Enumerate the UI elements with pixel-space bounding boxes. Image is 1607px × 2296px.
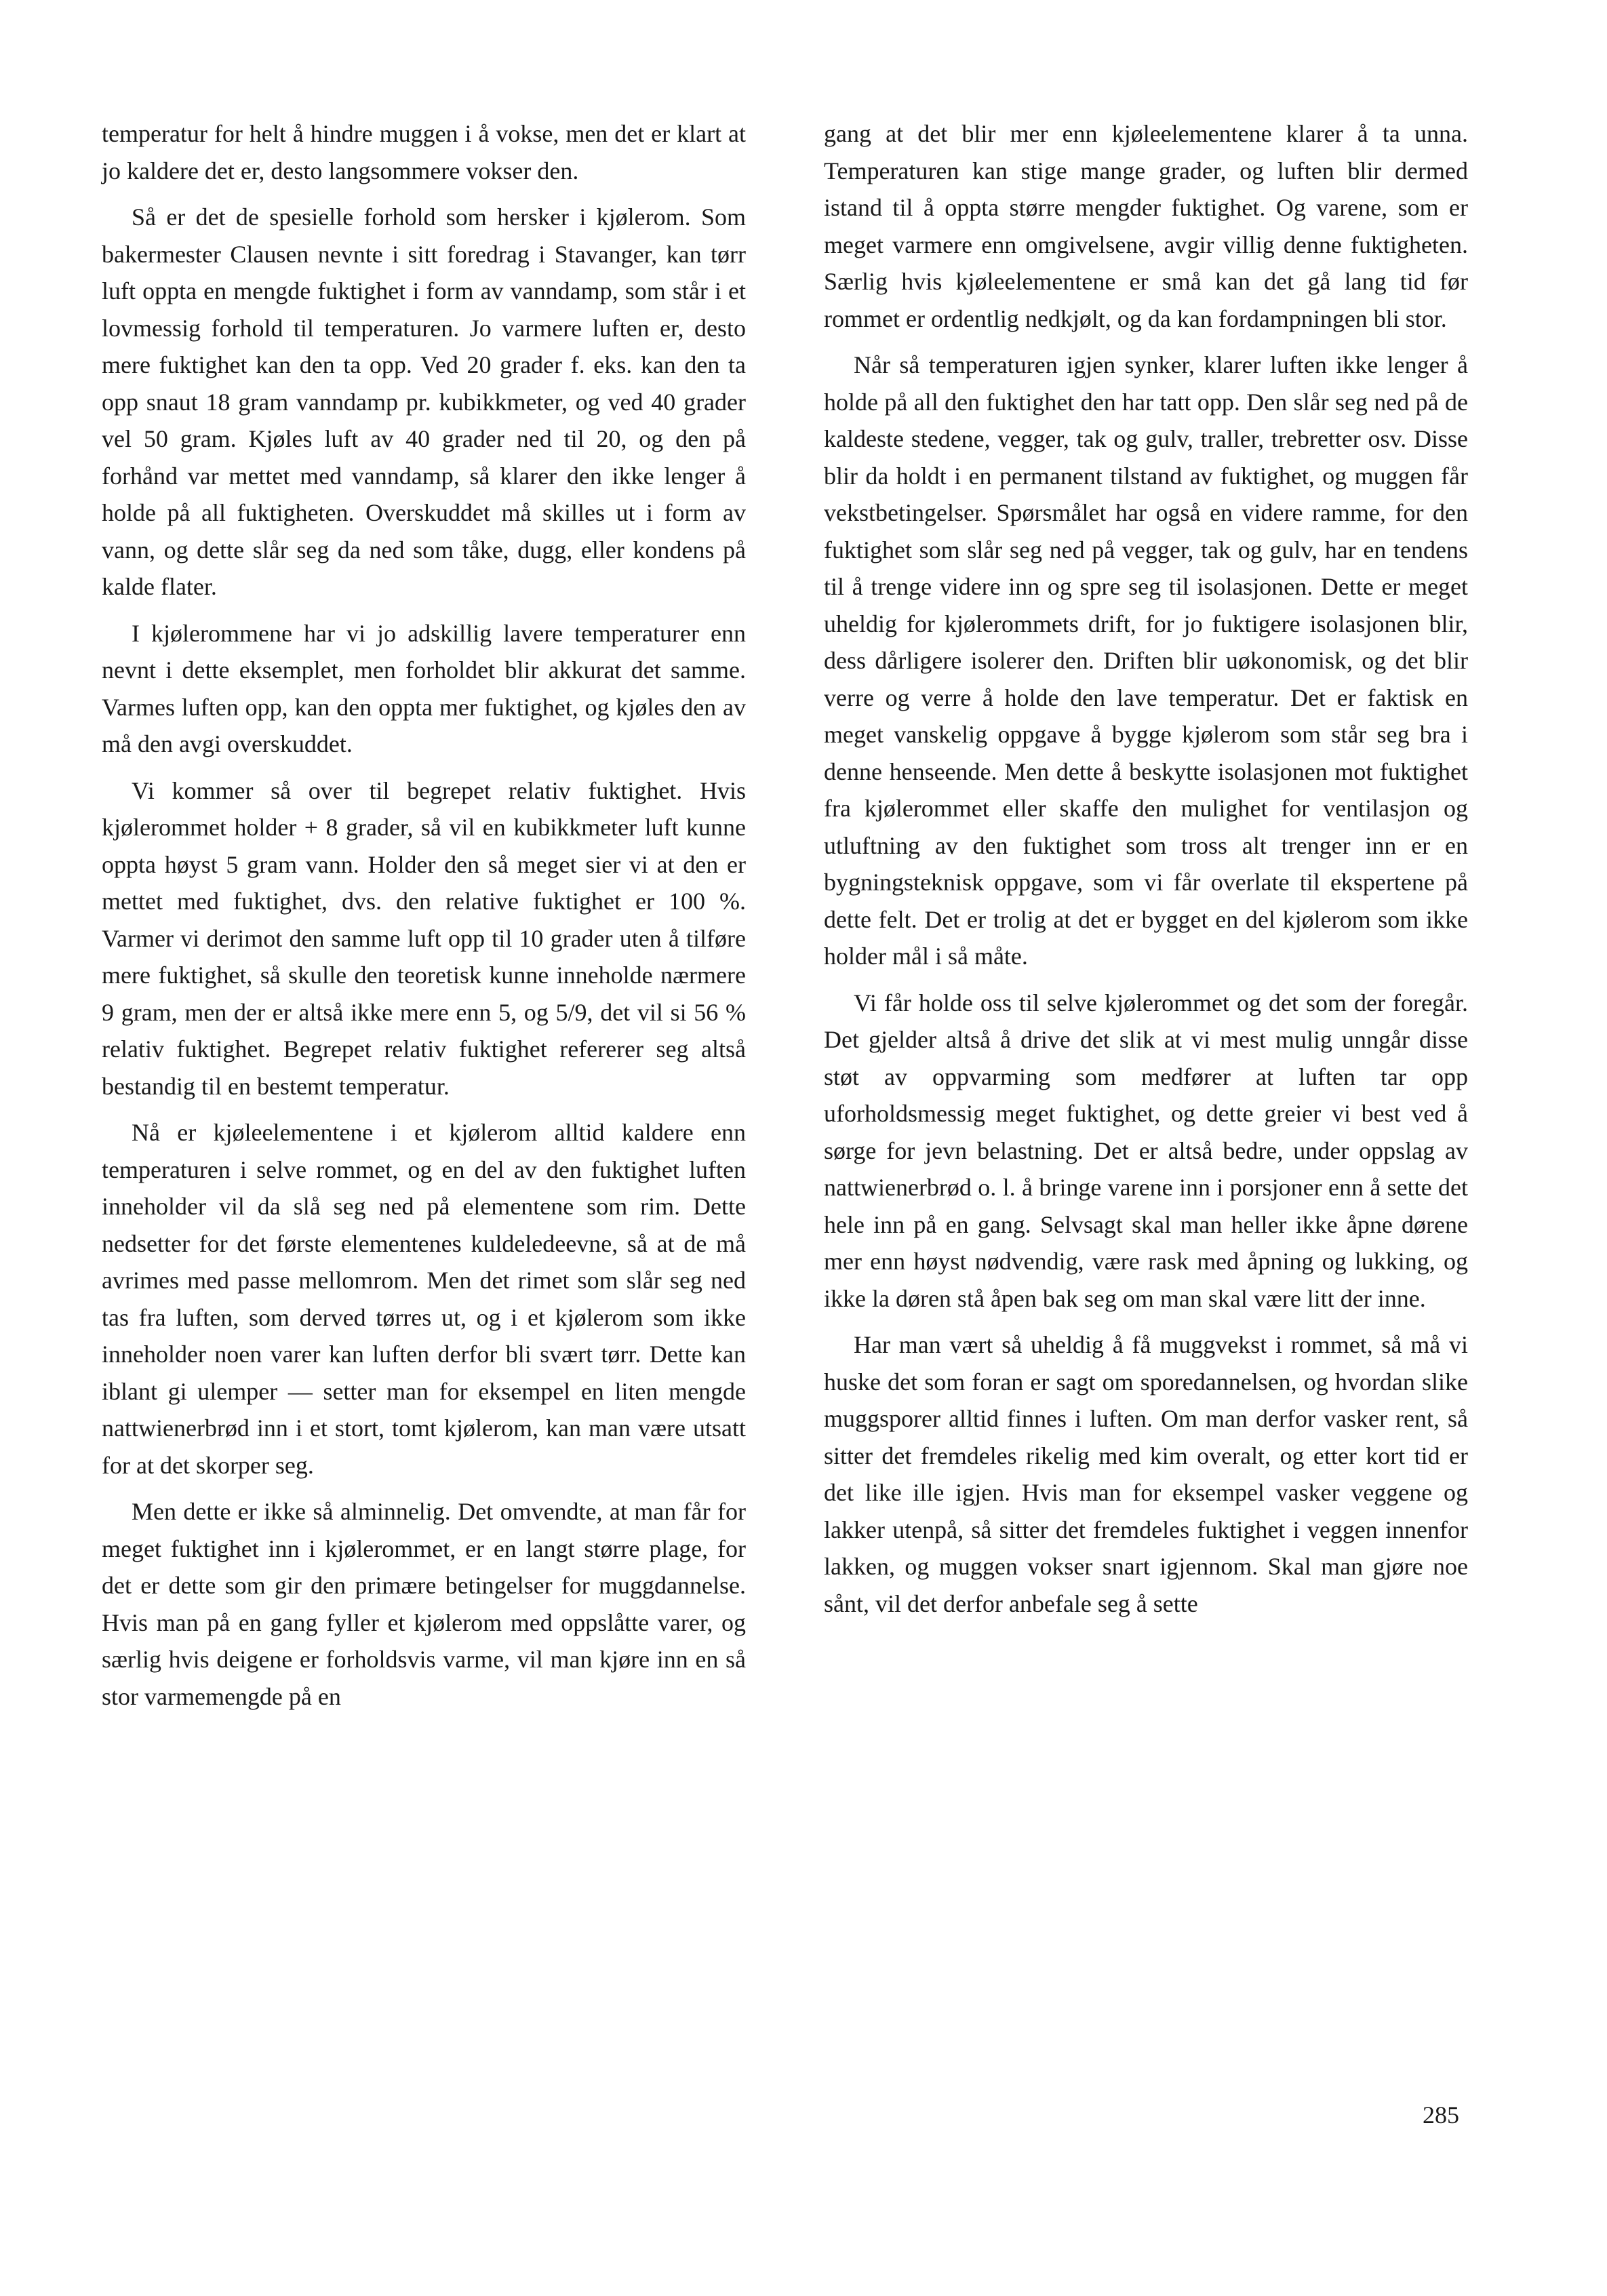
paragraph: temperatur for helt å hindre muggen i å vokse, men det er klart at jo kaldere det er, desto langsommere vokser den. <box>102 120 746 184</box>
page-number: 285 <box>1423 2101 1459 2129</box>
paragraph: gang at det blir mer enn kjøleelementene klarer å ta unna. Temperaturen kan stige mange grader, og luften blir dermed istand til å oppta større mengder fuktighet. Og varene, som er meget varmere enn omgivelsene, avgir villig denne fuktigheten. Særlig hvis kjøleelementene er små kan det gå lang tid før rommet er ordentlig nedkjølt, og da kan fordampningen bli stor. <box>824 120 1468 332</box>
paragraph: Så er det de spesielle forhold som hersker i kjølerom. Som bakermester Clausen nevnte i sitt foredrag i Stavanger, kan tørr luft oppta en mengde fuktighet i form av vanndamp, som står i et lovmessig forhold til temperaturen. Jo varmere luften er, desto mere fuktighet kan den ta opp. Ved 20 grader f. eks. kan den ta opp snaut 18 gram vanndamp pr. kubikkmeter, og ved 40 grader vel 50 gram. Kjøles luft av 40 grader ned til 20, og den på forhånd var mettet med vanndamp, så klarer den ikke lenger å holde på all fuktigheten. Overskuddet må skilles ut i form av vann, og dette slår seg da ned som tåke, dugg, eller kondens på kalde flater. <box>102 203 746 600</box>
paragraph: I kjølerommene har vi jo adskillig lavere temperaturer enn nevnt i dette eksemplet, men forholdet blir akkurat det samme. Varmes luften opp, kan den oppta mer fuktighet, og kjøles den av må den avgi overskuddet. <box>102 619 746 757</box>
paragraph: Når så temperaturen igjen synker, klarer luften ikke lenger å holde på all den fuktighet den har tatt opp. Den slår seg ned på de kaldeste stedene, vegger, tak og gulv, traller, trebretter osv. Disse blir da holdt i en permanent tilstand av fuktighet, og muggen får vekstbetingelser. Spørsmålet har også en videre ramme, for den fuktighet som slår seg ned på vegger, tak og gulv, har en tendens til å trenge videre inn og spre seg til isolasjonen. Dette er meget uheldig for kjølerommets drift, for jo fuktigere isolasjonen blir, dess dårligere isolerer den. Driften blir uøkonomisk, og det blir verre og verre å holde den lave temperatur. Det er faktisk en meget vanskelig oppgave å bygge kjølerom som står seg bra i denne henseende. Men dette å beskytte isolasjonen mot fuktighet fra kjølerommet eller skaffe den mulighet for ventilasjon og utluftning av den fuktighet som tross alt trenger inn er en bygningsteknisk oppgave, som vi får overlate til ekspertene på dette felt. Det er trolig at det er bygget en del kjølerom som ikke holder mål i så måte. <box>824 351 1468 970</box>
paragraph: Vi får holde oss til selve kjølerommet og det som der foregår. Det gjelder altså å drive det slik at vi mest mulig unngår disse støt av oppvarming som medfører at luften tar opp uforholdsmessig meget fuktighet, og dette greier vi best ved å sørge for jevn belastning. Det er altså bedre, under oppslag av nattwienerbrød o. l. å bringe varene inn i porsjoner enn å sette det hele inn på en gang. Selvsagt skal man heller ikke åpne dørene mer enn høyst nødvendig, være rask med åpning og lukking, og ikke la døren stå åpen bak seg om man skal være litt der inne. <box>824 989 1468 1312</box>
paragraph: Har man vært så uheldig å få muggvekst i rommet, så må vi huske det som foran er sagt om sporedannelsen, og hvordan slike muggsporer alltid finnes i luften. Om man derfor vasker rent, så sitter det fremdeles rikelig med kim overalt, og etter kort tid er det like ille igjen. Hvis man for eksempel vasker veggene og lakker utenpå, så sitter det fremdeles fuktighet i veggen innenfor lakken, og muggen vokser snart igjennom. Skal man gjøre noe sånt, vil det derfor anbefale seg å sette <box>824 1331 1468 1617</box>
right-column <box>824 115 1468 1631</box>
paragraph: Vi kommer så over til begrepet relativ fuktighet. Hvis kjølerommet holder + 8 grader, så vil en kubikkmeter luft kunne oppta høyst 5 gram vann. Holder den så meget sier vi at den er mettet med fuktighet, dvs. den relative fuktighet er 100 %. Varmer vi derimot den samme luft opp til 10 grader uten å tilføre mere fuktighet, så skulle den teoretisk kunne inneholde nærmere 9 gram, men der er altså ikke mere enn 5, og 5/9, det vil si 56 % relativ fuktighet. Begrepet relativ fuktighet refererer seg altså bestandig til en bestemt temperatur. <box>102 776 746 1100</box>
paragraph: Men dette er ikke så alminnelig. Det omvendte, at man får for meget fuktighet inn i kjølerommet, er en langt større plage, for det er dette som gir den primære betingelser for muggdannelse. Hvis man på en gang fyller et kjølerom med oppslåtte varer, og særlig hvis deigene er forholdsvis varme, vil man kjøre inn en så stor varmemengde på en <box>102 1498 746 1710</box>
paragraph: Nå er kjøleelementene i et kjølerom alltid kaldere enn temperaturen i selve rommet, og en del av den fuktighet luften inneholder vil da slå seg ned på elementene som rim. Dette nedsetter for det første elementenes kuldeledeevne, så at de må avrimes med passe mellomrom. Men det rimet som slår seg ned tas fra luften, som derved tørres ut, og i et kjølerom som ikke inneholder noen varer kan luften derfor bli svært tørr. Dette kan iblant gi ulemper — setter man for eksempel en liten mengde nattwienerbrød inn i et stort, tomt kjølerom, kan man være utsatt for at det skorper seg. <box>102 1119 746 1479</box>
left-column <box>102 115 746 1724</box>
